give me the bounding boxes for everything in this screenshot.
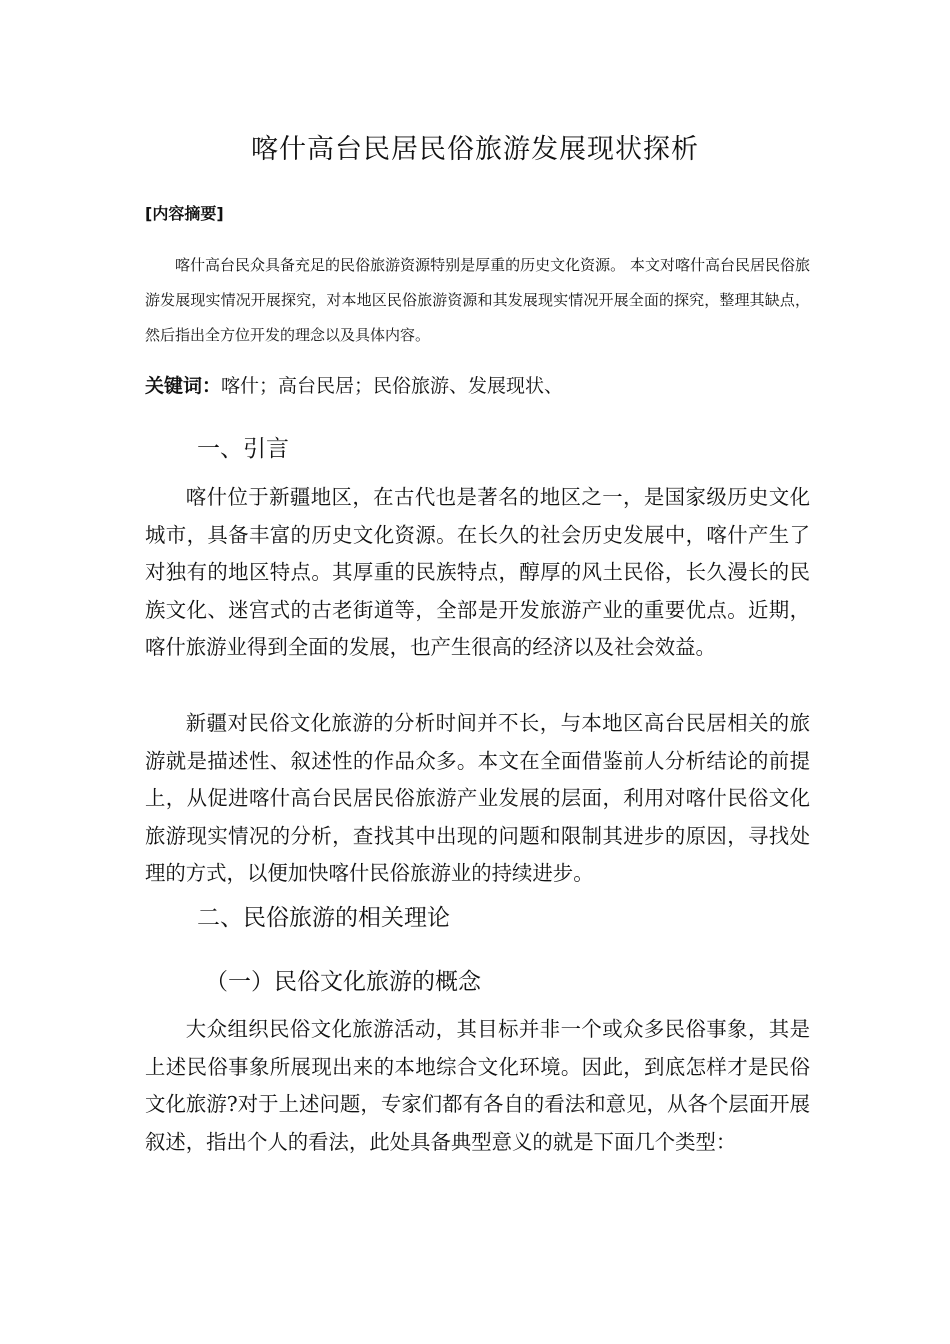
section-theory-heading: 二、民俗旅游的相关理论 — [197, 905, 450, 931]
subsection-1-heading: （一）民俗文化旅游的概念 — [205, 969, 481, 995]
abstract-text: 喀什高台民众具备充足的民俗旅游资源特别是厚重的历史文化资源。 本文对喀什高台民居民俗旅游发展现实情况开展探究，对本地区民俗旅游资源和其发展现实情况开展全面的探究，整理其缺点，然后指出全方位开发的理念以及具体内容。 — [145, 256, 810, 344]
section-intro-heading: 一、引言 — [197, 436, 289, 462]
document-title: 喀什高台民居民俗旅游发展现状探析 — [251, 134, 699, 165]
theory-paragraph-1: 大众组织民俗文化旅游活动，其目标并非一个或众多民俗事象，其是上述民俗事象所展现出来的本地综合文化环境。因此，到底怎样才是民俗文化旅游?对于上述问题，专家们都有各自的看法和意见，从各个层面开展叙述，指出个人的看法，此处具备典型意义的就是下面几个类型： — [145, 1017, 810, 1154]
keywords-text: 喀什；高台民居；民俗旅游、发展现状、 — [221, 375, 564, 397]
keywords-label: 关键词： — [145, 375, 222, 397]
intro-paragraph-1: 喀什位于新疆地区，在古代也是著名的地区之一，是国家级历史文化城市，具备丰富的历史文化资源。在长久的社会历史发展中，喀什产生了对独有的地区特点。其厚重的民族特点，醇厚的风土民俗，长久漫长的民族文化、迷宫式的古老街道等，全部是开发旅游产业的重要优点。近期，喀什旅游业得到全面的发展，也产生很高的经济以及社会效益。 — [145, 485, 810, 660]
intro-paragraph-2: 新疆对民俗文化旅游的分析时间并不长，与本地区高台民居相关的旅游就是描述性、叙述性的作品众多。本文在全面借鉴前人分析结论的前提上，从促进喀什高台民居民俗旅游产业发展的层面，利用对喀什民俗文化旅游现实情况的分析，查找其中出现的问题和限制其进步的原因，寻找处理的方式，以便加快喀什民俗旅游业的持续进步。 — [145, 711, 810, 886]
keywords-line — [145, 368, 563, 404]
abstract-label: [内容摘要] — [145, 204, 224, 223]
